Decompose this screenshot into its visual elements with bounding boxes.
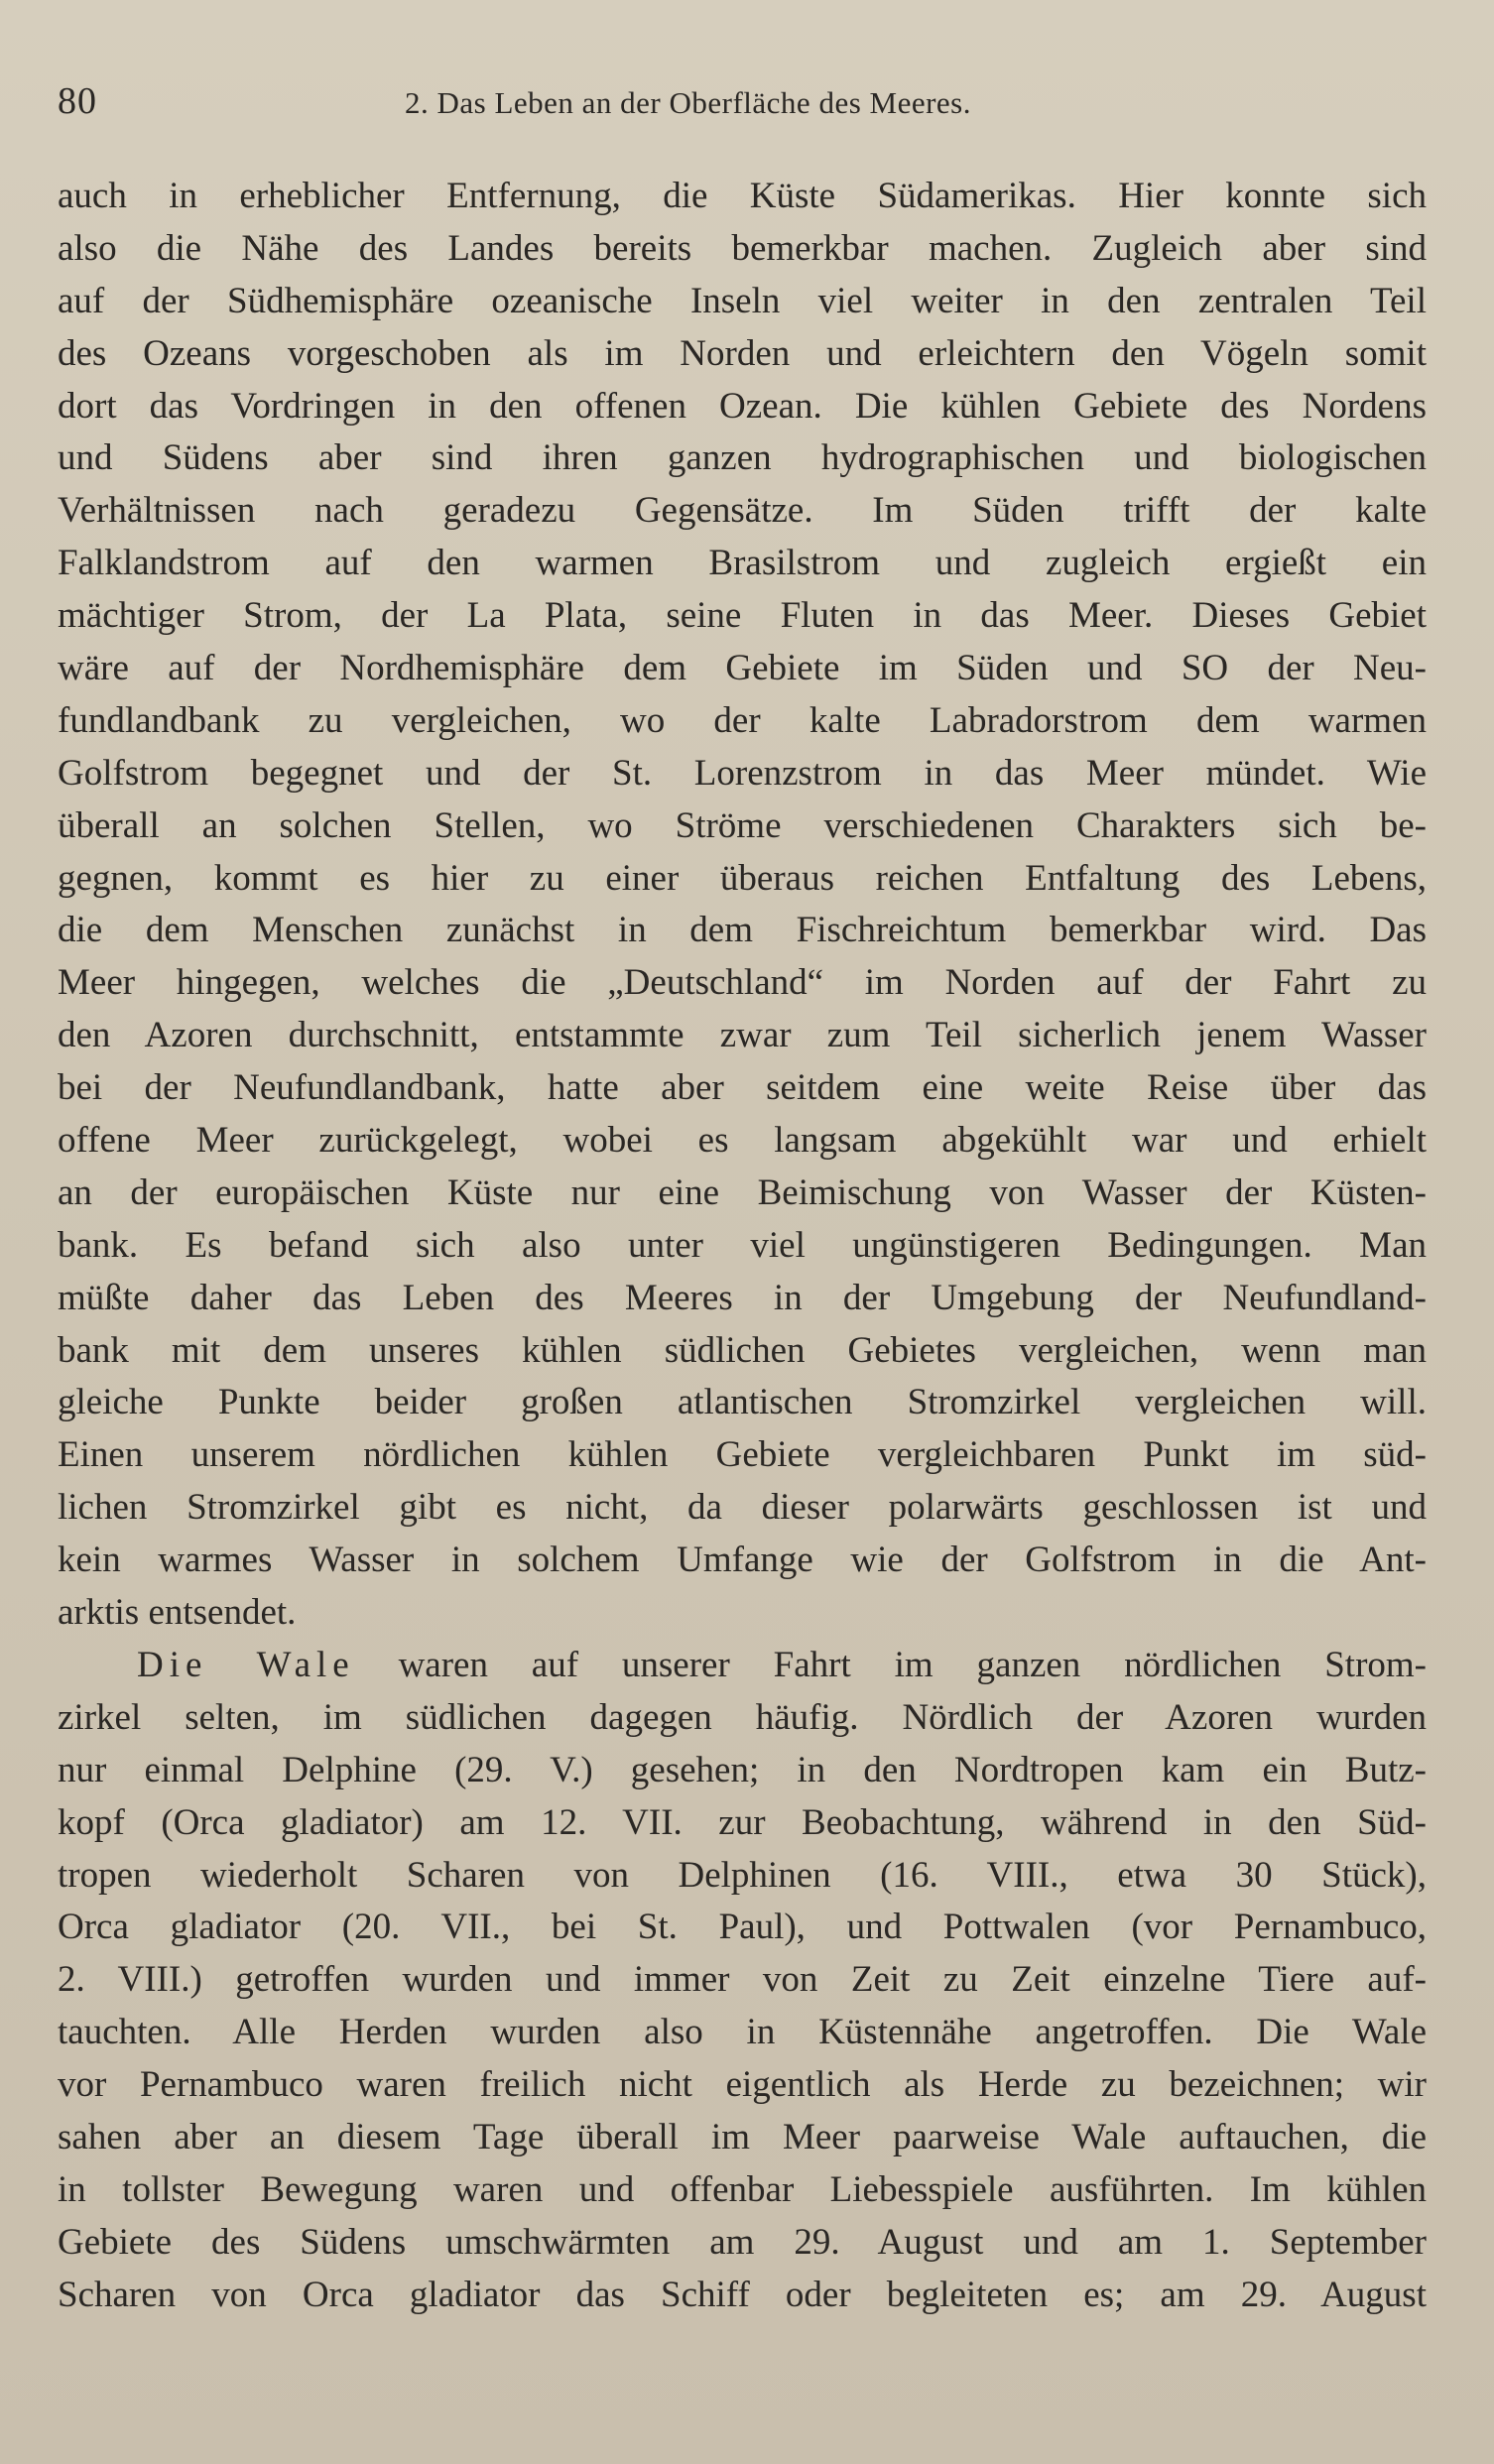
paragraph-2 bbox=[58, 1640, 1427, 2322]
text-line: dort das Vordringen in den offenen Ozean. Die kühlen Gebiete des Nordens bbox=[58, 385, 1427, 427]
text-line: überall an solchen Stellen, wo Ströme verschiedenen Charakters sich be- bbox=[58, 804, 1427, 846]
text-line: wäre auf der Nordhemisphäre dem Gebiete im Süden und SO der Neu- bbox=[58, 648, 1427, 689]
text-line: kopf (Orca gladiator) am 12. VII. zur Beobachtung, während in den Süd- bbox=[58, 1801, 1427, 1843]
text-line: Falklandstrom auf den warmen Brasilstrom und zugleich ergießt ein bbox=[58, 543, 1427, 584]
text-line: bank mit dem unseres kühlen südlichen Gebietes vergleichen, wenn man bbox=[58, 1329, 1427, 1371]
text-line-first bbox=[58, 1640, 1427, 1692]
text-line: die dem Menschen zunächst in dem Fischreichtum bemerkbar wird. Das bbox=[58, 910, 1427, 951]
running-head: 2. Das Leben an der Oberfläche des Meeres. bbox=[405, 85, 971, 120]
text-line: Scharen von Orca gladiator das Schiff oder begleiteten es; am 29. August bbox=[58, 2274, 1427, 2315]
text-line: Verhältnissen nach geradezu Gegensätze. Im Süden trifft der kalte bbox=[58, 490, 1427, 532]
text-line: den Azoren durchschnitt, entstammte zwar zum Teil sicherlich jenem Wasser bbox=[58, 1015, 1427, 1056]
text-line: nur einmal Delphine (29. V.) gesehen; in den Nordtropen kam ein Butz- bbox=[58, 1749, 1427, 1790]
text-line: Gebiete des Südens umschwärmten am 29. August und am 1. September bbox=[58, 2221, 1427, 2263]
text-line: Orca gladiator (20. VII., bei St. Paul), und Pottwalen (vor Pernambuco, bbox=[58, 1907, 1427, 1948]
paragraph-1 bbox=[58, 171, 1427, 1640]
text-line: lichen Stromzirkel gibt es nicht, da dieser polarwärts geschlossen ist und bbox=[58, 1487, 1427, 1529]
text-line: auch in erheblicher Entfernung, die Küste Südamerikas. Hier konnte sich bbox=[58, 176, 1427, 216]
text-line: auf der Südhemisphäre ozeanische Inseln viel weiter in den zentralen Teil bbox=[58, 280, 1427, 321]
text-line: vor Pernambuco waren freilich nicht eigentlich als Herde zu bezeichnen; wir bbox=[58, 2064, 1427, 2106]
text-line: tropen wiederholt Scharen von Delphinen (16. VIII., etwa 30 Stück), bbox=[58, 1854, 1427, 1896]
text-line: Meer hingegen, welches die „Deutschland“ im Norden auf der Fahrt zu bbox=[58, 962, 1427, 1004]
first-line-rest: waren auf unserer Fahrt im ganzen nördlichen Strom- bbox=[398, 1644, 1427, 1685]
page-number: 80 bbox=[58, 80, 97, 122]
text-line: also die Nähe des Landes bereits bemerkbar machen. Zugleich aber sind bbox=[58, 227, 1427, 269]
text-line: gleiche Punkte beider großen atlantischen Stromzirkel vergleichen will. bbox=[58, 1382, 1427, 1423]
text-line: bank. Es befand sich also unter viel ungünstigeren Bedingungen. Man bbox=[58, 1224, 1427, 1266]
text-line: in tollster Bewegung waren und offenbar Liebesspiele ausführten. Im kühlen bbox=[58, 2168, 1427, 2210]
text-line: sahen aber an diesem Tage überall im Meer paarweise Wale auftauchen, die bbox=[58, 2116, 1427, 2157]
text-line: zirkel selten, im südlichen dagegen häufig. Nördlich der Azoren wurden bbox=[58, 1696, 1427, 1738]
text-line: müßte daher das Leben des Meeres in der Umgebung der Neufundland- bbox=[58, 1277, 1427, 1318]
text-line: bei der Neufundlandbank, hatte aber seitdem eine weite Reise über das bbox=[58, 1067, 1427, 1109]
text-line: fundlandbank zu vergleichen, wo der kalte Labradorstrom dem warmen bbox=[58, 699, 1427, 741]
text-line: und Südens aber sind ihren ganzen hydrographischen und biologischen bbox=[58, 437, 1427, 479]
text-line: des Ozeans vorgeschoben als im Norden und erleichtern den Vögeln somit bbox=[58, 332, 1427, 374]
text-line: kein warmes Wasser in solchem Umfange wie der Golfstrom in die Ant- bbox=[58, 1540, 1427, 1581]
text-line: an der europäischen Küste nur eine Beimischung von Wasser der Küsten- bbox=[58, 1171, 1427, 1213]
page-header bbox=[58, 79, 1427, 129]
text-line: tauchten. Alle Herden wurden also in Küstennähe angetroffen. Die Wale bbox=[58, 2012, 1427, 2053]
text-line: Einen unserem nördlichen kühlen Gebiete vergleichbaren Punkt im süd- bbox=[58, 1434, 1427, 1476]
text-line: gegnen, kommt es hier zu einer überaus reichen Entfaltung des Lebens, bbox=[58, 857, 1427, 899]
text-line: mächtiger Strom, der La Plata, seine Fluten in das Meer. Dieses Gebiet bbox=[58, 595, 1427, 637]
text-line: Golfstrom begegnet und der St. Lorenzstrom in das Meer mündet. Wie bbox=[58, 752, 1427, 794]
text-line: 2. VIII.) getroffen wurden und immer von Zeit zu Zeit einzelne Tiere auf- bbox=[58, 1959, 1427, 2001]
text-line: arktis entsendet. bbox=[58, 1592, 297, 1634]
text-line: offene Meer zurückgelegt, wobei es langsam abgekühlt war und erhielt bbox=[58, 1120, 1427, 1162]
body-text bbox=[58, 171, 1427, 2322]
spaced-lead-word: Die Wale bbox=[137, 1644, 355, 1685]
